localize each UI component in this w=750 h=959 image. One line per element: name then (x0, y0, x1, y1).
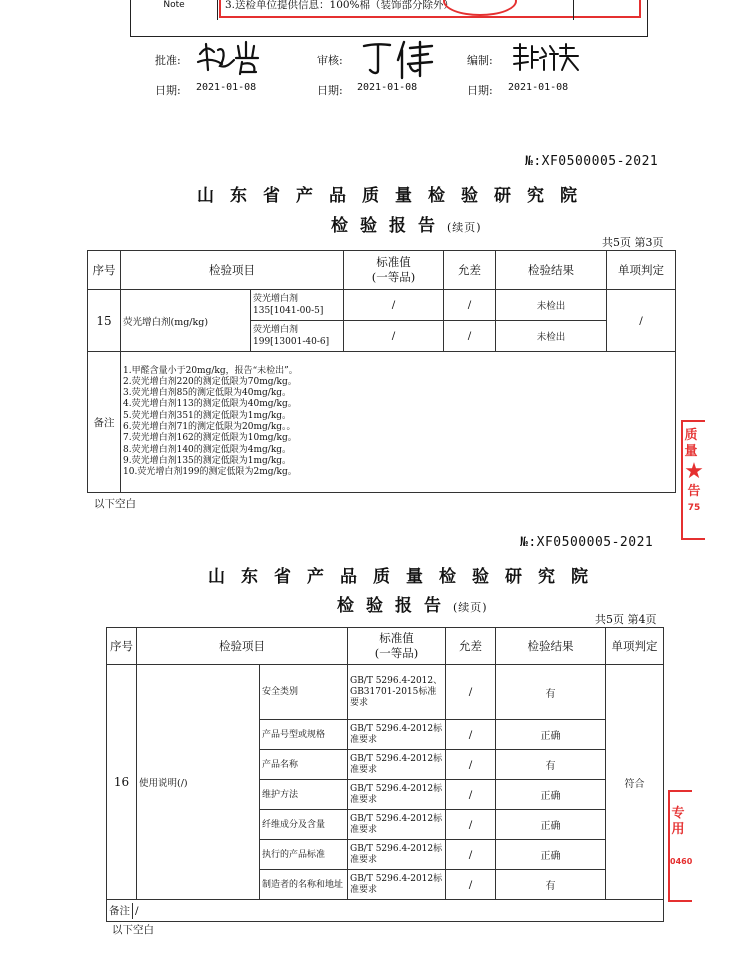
header-verdict: 单项判定 (607, 251, 676, 290)
remark-line: 10.荧光增白剂199的测定低限为2mg/kg。 (123, 467, 297, 478)
standard-value: GB/T 5296.4-2012标准要求 (348, 870, 446, 900)
header-result: 检验结果 (496, 628, 606, 665)
table-row (88, 290, 676, 321)
subitem-name: 荧光增白剂 135[1041-00-5] (251, 290, 344, 321)
compile-signature (510, 40, 582, 74)
edge-stamp: 质量 ★ 告 75 (681, 420, 705, 540)
review-date: 2021-01-08 (357, 82, 418, 93)
header-standard: 标准值 (一等品) (344, 251, 444, 290)
remark-line: 4.荧光增白剂113的测定低限为40mg/kg。 (123, 399, 297, 410)
blank-below-label: 以下空白 (94, 498, 136, 510)
result-value: 有 (496, 870, 606, 900)
header-no: 序号 (107, 628, 137, 665)
report-number: №:XF0500005-2021 (525, 154, 659, 169)
standard-value: GB/T 5296.4-2012、GB31701-2015标准要求 (348, 665, 446, 720)
standard-value: GB/T 5296.4-2012标准要求 (348, 840, 446, 870)
approve-date-label: 日期: (155, 84, 181, 97)
standard-value: GB/T 5296.4-2012标准要求 (348, 750, 446, 780)
header-item: 检验项目 (137, 628, 348, 665)
tolerance-value: / (446, 870, 496, 900)
continuation-label: (续页) (447, 221, 482, 234)
page-indicator: 共5页 第3页 (602, 236, 664, 249)
previous-page-fragment (130, 0, 648, 37)
blank-below-label: 以下空白 (112, 924, 154, 936)
note-line: 3.送检单位提供信息：100%棉（装饰部分除外） (225, 0, 455, 11)
review-label: 审核: (317, 54, 343, 67)
subitem-name: 荧光增白剂 199[13001-40-6] (251, 321, 344, 352)
subitem-name: 纤维成分及含量 (260, 810, 348, 840)
subitem-name: 制造者的名称和地址 (260, 870, 348, 900)
compile-date: 2021-01-08 (508, 82, 569, 93)
review-signature (358, 36, 438, 80)
result-value: 正确 (496, 720, 606, 750)
remark-line: 5.荧光增白剂351的测定低限为1mg/kg。 (123, 410, 292, 421)
remarks-label: 备注 (109, 904, 130, 917)
remarks-cell (107, 900, 664, 922)
result-value: 有 (496, 665, 606, 720)
tolerance-value: / (446, 780, 496, 810)
header-item: 检验项目 (121, 251, 344, 290)
subitem-name: 安全类别 (260, 665, 348, 720)
remarks-content: / (135, 904, 139, 917)
result-value: 未检出 (496, 290, 607, 321)
remark-line: 9.荧光增白剂135的测定低限为1mg/kg。 (123, 455, 292, 466)
table-row (107, 665, 664, 720)
report-number: №:XF0500005-2021 (520, 535, 654, 550)
subitem-name: 维护方法 (260, 780, 348, 810)
results-table (87, 250, 676, 493)
report-title: 检验报告(续页) (337, 596, 488, 616)
verdict-value: 符合 (606, 665, 664, 900)
table-header-row (107, 628, 664, 665)
result-value: 未检出 (496, 321, 607, 352)
compile-date-label: 日期: (467, 84, 493, 97)
note-label: Note (131, 0, 218, 20)
tolerance-value: / (446, 665, 496, 720)
institute-title: 山东省产品质量检验研究院 (197, 186, 593, 206)
row-number: 15 (88, 290, 121, 352)
tolerance-value: / (446, 750, 496, 780)
remarks-label: 备注 (88, 352, 121, 493)
header-tolerance: 允差 (446, 628, 496, 665)
result-value: 正确 (496, 840, 606, 870)
remark-line: 6.荧光增白剂71的测定低限为20mg/kg。。 (123, 422, 296, 432)
tolerance-value: / (446, 840, 496, 870)
subitem-name: 执行的产品标准 (260, 840, 348, 870)
header-verdict: 单项判定 (606, 628, 664, 665)
tolerance-value: / (446, 810, 496, 840)
approve-label: 批准: (155, 54, 181, 67)
report-title: 检验报告(续页) (331, 216, 482, 236)
handwritten-signature-icon (510, 40, 582, 74)
remarks-row (107, 900, 664, 922)
header-no: 序号 (88, 251, 121, 290)
approve-signature (196, 36, 266, 76)
standard-value: GB/T 5296.4-2012标准要求 (348, 810, 446, 840)
edge-stamp: 专用 0460 (668, 790, 692, 902)
standard-value: / (344, 321, 444, 352)
subitem-name: 产品号型或规格 (260, 720, 348, 750)
standard-value: GB/T 5296.4-2012标准要求 (348, 780, 446, 810)
results-table (106, 627, 664, 922)
table-header-row (88, 251, 676, 290)
header-tolerance: 允差 (444, 251, 496, 290)
standard-value: / (344, 290, 444, 321)
handwritten-signature-icon (358, 36, 438, 80)
subitem-name: 产品名称 (260, 750, 348, 780)
remark-line: 2.荧光增白剂220的测定低限为70mg/kg。 (123, 376, 297, 387)
verdict-value: / (607, 290, 676, 352)
highlight-box (219, 0, 641, 18)
remark-line: 3.荧光增白剂85的测定低限为40mg/kg。 (123, 388, 292, 399)
header-result: 检验结果 (496, 251, 607, 290)
header-standard: 标准值 (一等品) (348, 628, 446, 665)
tolerance-value: / (444, 290, 496, 321)
compile-label: 编制: (467, 54, 493, 67)
review-date-label: 日期: (317, 84, 343, 97)
star-icon: ★ (684, 459, 704, 484)
tolerance-value: / (446, 720, 496, 750)
handwritten-signature-icon (196, 36, 266, 76)
red-stamp-fragment (443, 0, 517, 16)
remarks-content (121, 352, 676, 493)
institute-title: 山东省产品质量检验研究院 (208, 567, 604, 587)
remark-line: 1.甲醛含量小于20mg/kg，报告“未检出”。 (123, 365, 298, 376)
row-number: 16 (107, 665, 137, 900)
tolerance-value: / (444, 321, 496, 352)
remarks-row (88, 352, 676, 493)
result-value: 正确 (496, 780, 606, 810)
continuation-label: (续页) (453, 601, 488, 614)
result-value: 正确 (496, 810, 606, 840)
remark-line: 8.荧光增白剂140的测定低限为4mg/kg。 (123, 444, 292, 455)
page-indicator: 共5页 第4页 (595, 613, 657, 626)
item-name: 使用说明(/) (137, 665, 260, 900)
item-name: 荧光增白剂(mg/kg) (121, 290, 251, 352)
standard-value: GB/T 5296.4-2012标准要求 (348, 720, 446, 750)
remark-line: 7.荧光增白剂162的测定低限为10mg/kg。 (123, 433, 297, 444)
result-value: 有 (496, 750, 606, 780)
approve-date: 2021-01-08 (196, 82, 257, 93)
